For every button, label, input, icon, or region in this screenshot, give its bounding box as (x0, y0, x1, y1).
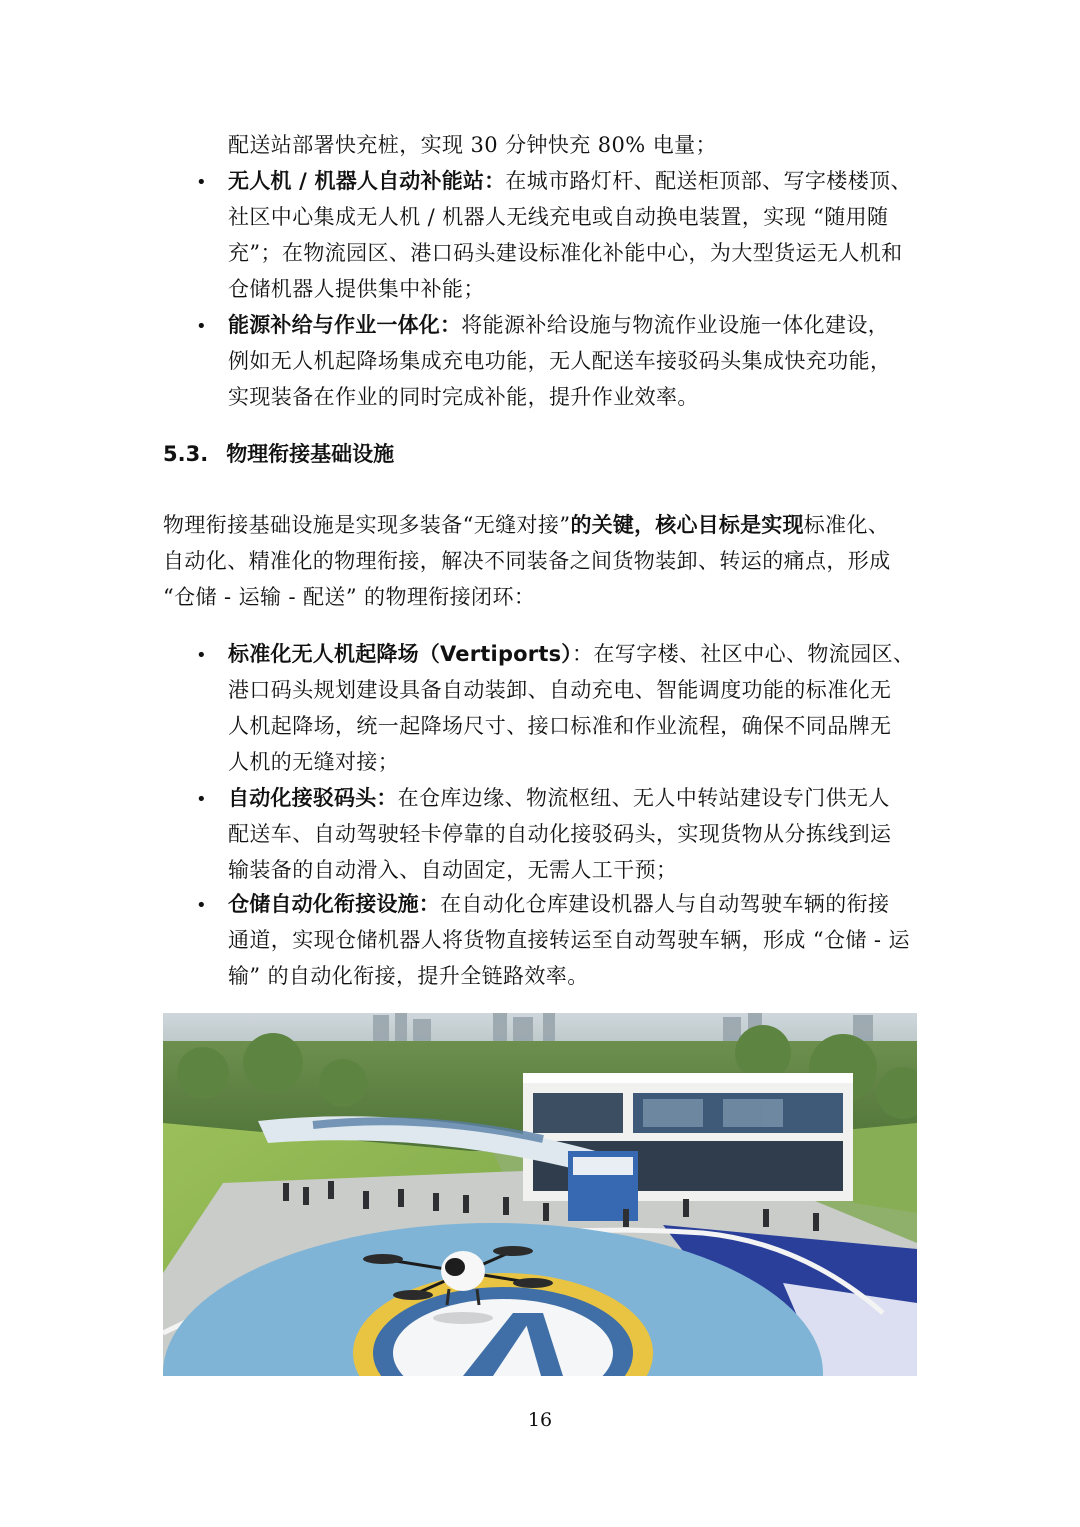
intro-line: 自动化、精准化的物理衔接，解决不同装备之间货物装卸、转运的痛点，形成 (163, 549, 891, 573)
bullet-text-line: 配送车、自动驾驶轻卡停靠的自动化接驳码头，实现货物从分拣线到运 (228, 822, 892, 846)
bullet-title: 无人机 / 机器人自动补能站： (228, 169, 506, 193)
bullet-text-line: 人机的无缝对接； (228, 750, 400, 774)
bullet-text-line: 实现装备在作业的同时完成补能，提升作业效率。 (228, 385, 699, 409)
bullet-text-line: 港口码头规划建设具备自动装卸、自动充电、智能调度功能的标准化无 (228, 678, 892, 702)
bullet-text-line: 社区中心集成无人机 / 机器人无线充电或自动换电装置，实现 “随用随 (228, 205, 889, 229)
bullet-text: 将能源补给设施与物流作业设施一体化建设， (461, 313, 890, 337)
intro-text: 物理衔接基础设施是实现多装备“无缝对接” (163, 513, 571, 537)
bullet-item (228, 636, 914, 672)
bullet-text-line: 充”；在物流园区、港口码头建设标准化补能中心，为大型货运无人机和 (228, 241, 903, 265)
bullet-text-line: 仓储机器人提供集中补能； (228, 277, 485, 301)
section-number: 5.3. (163, 442, 209, 466)
page-number: 16 (527, 1409, 553, 1431)
bullet-text-line: 例如无人机起降场集成充电功能，无人配送车接驳码头集成快充功能， (228, 349, 892, 373)
bullet-glyph: • (196, 316, 207, 337)
bullet-text-line: 通道，实现仓储机器人将货物直接转运至自动驾驶车辆，形成 “仓储 - 运 (228, 928, 910, 952)
bullet-text: 在自动化仓库建设机器人与自动驾驶车辆的衔接 (440, 892, 890, 916)
intro-line: “仓储 - 运输 - 配送” 的物理衔接闭环： (163, 585, 536, 609)
bullet-text: 在仓库边缘、物流枢纽、无人中转站建设专门供无人 (397, 786, 890, 810)
bullet-text-line: 人机起降场，统一起降场尺寸、接口标准和作业流程，确保不同品牌无 (228, 714, 892, 738)
bullet-text-line: 输” 的自动化衔接，提升全链路效率。 (228, 964, 589, 988)
bullet-text: ：在写字楼、社区中心、物流园区、 (572, 642, 915, 666)
intro-text: 标准化、 (803, 513, 890, 537)
section-heading (163, 436, 394, 472)
bullet-title: 标准化无人机起降场（Vertiports） (228, 642, 572, 666)
continuation-line: 配送站部署快充桩，实现 30 分钟快充 80% 电量； (228, 133, 717, 157)
intro-line (163, 507, 889, 543)
bullet-title: 自动化接驳码头： (228, 786, 398, 810)
vertiport-photo (163, 1013, 917, 1376)
bullet-text: 在城市路灯杆、配送柜顶部、写字楼楼顶、 (505, 169, 912, 193)
bullet-glyph: • (196, 789, 207, 810)
vertiport-illustration (163, 1013, 917, 1376)
bullet-title: 仓储自动化衔接设施： (228, 892, 440, 916)
bullet-item (228, 886, 889, 922)
bullet-glyph: • (196, 895, 207, 916)
bullet-title: 能源补给与作业一体化： (228, 313, 462, 337)
bullet-glyph: • (196, 645, 207, 666)
bullet-item (228, 307, 889, 343)
intro-emphasis: 的关键，核心目标是实现 (570, 513, 804, 537)
bullet-glyph: • (196, 172, 207, 193)
bullet-text-line: 输装备的自动滑入、自动固定，无需人工干预； (228, 858, 678, 882)
bullet-item (228, 163, 912, 199)
section-title: 物理衔接基础设施 (226, 442, 395, 466)
bullet-item (228, 780, 890, 816)
